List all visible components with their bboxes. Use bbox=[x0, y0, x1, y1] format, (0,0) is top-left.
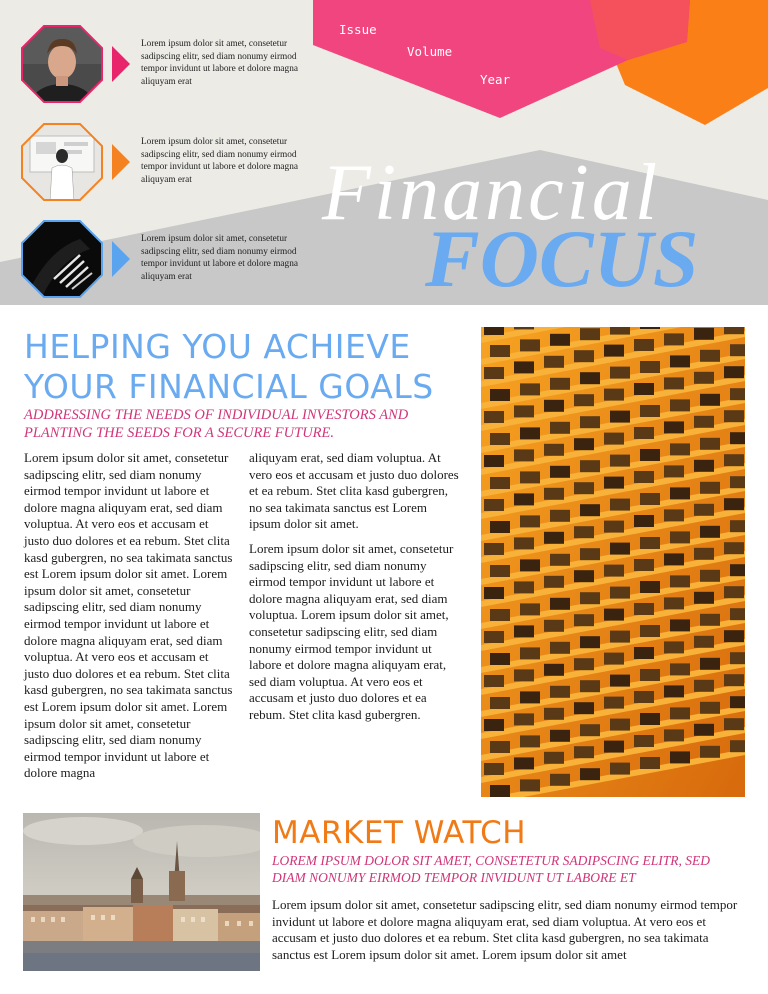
window bbox=[580, 328, 600, 340]
window bbox=[664, 729, 684, 741]
year-label: Year bbox=[480, 72, 511, 87]
window bbox=[580, 416, 600, 428]
feature-paragraph: aliquyam erat, sed diam voluptua. At vero eos et accusam et justo duo dolores et ea rebum. Stet clita kasd gubergren, no sea takimata sanctus est Lorem ipsum dolor sit amet. bbox=[249, 450, 459, 532]
window bbox=[700, 570, 720, 582]
window bbox=[580, 680, 600, 692]
sidebar-item-text: Lorem ipsum dolor sit amet, consetetur sadipscing elitr, sed diam nonumy eirmod tempor invidunt ut labore et dolore magna aliquyam erat bbox=[141, 39, 298, 87]
window bbox=[640, 327, 660, 329]
window bbox=[634, 691, 654, 703]
issue-label: Issue bbox=[339, 22, 377, 37]
window bbox=[604, 741, 624, 753]
window bbox=[490, 609, 510, 621]
window bbox=[520, 427, 540, 439]
window bbox=[634, 383, 654, 395]
window bbox=[610, 719, 630, 731]
feature-column-2 bbox=[249, 450, 459, 732]
window bbox=[610, 631, 630, 643]
window bbox=[544, 488, 564, 500]
window bbox=[724, 498, 744, 510]
window bbox=[634, 647, 654, 659]
window bbox=[580, 548, 600, 560]
window bbox=[604, 565, 624, 577]
window bbox=[490, 345, 510, 357]
window bbox=[700, 438, 720, 450]
window bbox=[730, 652, 745, 664]
window bbox=[664, 465, 684, 477]
window bbox=[664, 553, 684, 565]
window bbox=[484, 455, 504, 467]
portrait-photo bbox=[20, 24, 104, 104]
window bbox=[574, 570, 594, 582]
window bbox=[580, 724, 600, 736]
window bbox=[484, 631, 504, 643]
window bbox=[724, 410, 744, 422]
window bbox=[520, 603, 540, 615]
window bbox=[514, 581, 534, 593]
keyboard-photo bbox=[20, 219, 104, 299]
window bbox=[640, 537, 660, 549]
sidebar-item-text: Lorem ipsum dolor sit amet, consetetur sadipscing elitr, sed diam nonumy eirmod tempor invidunt ut labore et dolore magna aliquyam erat bbox=[141, 137, 298, 185]
window bbox=[610, 327, 630, 335]
building-facade bbox=[481, 327, 745, 797]
window bbox=[544, 444, 564, 456]
window bbox=[484, 367, 504, 379]
window bbox=[490, 697, 510, 709]
window bbox=[574, 658, 594, 670]
window bbox=[514, 405, 534, 417]
window bbox=[544, 532, 564, 544]
window bbox=[730, 476, 745, 488]
window bbox=[730, 388, 745, 400]
feature-column-1 bbox=[24, 450, 234, 790]
window bbox=[730, 740, 745, 752]
window bbox=[490, 521, 510, 533]
feature-subheading: ADDRESSING THE NEEDS OF INDIVIDUAL INVESTORS AND PLANTING THE SEEDS FOR A SECURE FUTURE. bbox=[24, 407, 409, 441]
window bbox=[634, 427, 654, 439]
window bbox=[724, 366, 744, 378]
window bbox=[550, 466, 570, 478]
window bbox=[520, 559, 540, 571]
window bbox=[640, 449, 660, 461]
window bbox=[604, 521, 624, 533]
window bbox=[664, 333, 684, 345]
window bbox=[700, 394, 720, 406]
window bbox=[490, 565, 510, 577]
window bbox=[694, 548, 714, 560]
window bbox=[580, 460, 600, 472]
window bbox=[664, 421, 684, 433]
window bbox=[730, 520, 745, 532]
window bbox=[490, 653, 510, 665]
window bbox=[544, 708, 564, 720]
window bbox=[694, 504, 714, 516]
window bbox=[730, 564, 745, 576]
building-photo bbox=[481, 327, 745, 797]
window bbox=[520, 691, 540, 703]
window bbox=[730, 696, 745, 708]
window bbox=[574, 394, 594, 406]
window bbox=[544, 664, 564, 676]
window bbox=[574, 702, 594, 714]
window bbox=[490, 433, 510, 445]
window bbox=[550, 554, 570, 566]
window bbox=[724, 674, 744, 686]
window bbox=[724, 542, 744, 554]
window bbox=[490, 785, 510, 797]
window bbox=[694, 724, 714, 736]
window bbox=[610, 543, 630, 555]
window bbox=[550, 334, 570, 346]
pointer-arrow-icon bbox=[110, 144, 130, 180]
window bbox=[520, 779, 540, 791]
window bbox=[544, 576, 564, 588]
window bbox=[574, 482, 594, 494]
window bbox=[634, 339, 654, 351]
window bbox=[574, 438, 594, 450]
window bbox=[514, 327, 534, 329]
window bbox=[574, 746, 594, 758]
window bbox=[484, 763, 504, 775]
window bbox=[670, 531, 690, 543]
window bbox=[694, 328, 714, 340]
feature-paragraph: Lorem ipsum dolor sit amet, consetetur sadipscing elitr, sed diam nonumy eirmod tempor invidunt ut labore et dolore magna aliquyam erat, sed diam voluptua. At vero eos et accusam et justo duo dolores et ea rebum. Stet clita kasd gubergren, no sea takimata sanctus est Lorem ipsum dolor sit amet. Lorem ipsum dolor sit amet, consetetur sadipscing elitr, sed diam nonumy eirmod tempor invidunt ut labore et dolore magna aliquyam erat, sed diam voluptua. At vero eos et accusam et justo duo dolores et ea rebum. Stet clita kasd gubergren, no sea takimata sanctus est Lorem ipsum dolor sit amet. Lorem ipsum dolor sit amet, consetetur sadipscing elitr, sed diam nonumy eirmod tempor invidunt ut labore et dolore magna bbox=[24, 450, 233, 781]
window bbox=[670, 443, 690, 455]
window bbox=[514, 625, 534, 637]
window bbox=[670, 575, 690, 587]
city-skyline bbox=[23, 813, 260, 971]
window bbox=[514, 537, 534, 549]
window bbox=[724, 327, 744, 334]
window bbox=[514, 493, 534, 505]
masthead-title-financial: Financial bbox=[322, 149, 661, 237]
window bbox=[724, 586, 744, 598]
window bbox=[514, 713, 534, 725]
window bbox=[490, 741, 510, 753]
window bbox=[700, 526, 720, 538]
window bbox=[574, 526, 594, 538]
window bbox=[694, 592, 714, 604]
window bbox=[610, 367, 630, 379]
window bbox=[634, 559, 654, 571]
window bbox=[700, 746, 720, 758]
pointer-arrow-icon bbox=[110, 46, 130, 82]
window bbox=[550, 642, 570, 654]
masthead-title-focus: FOCUS bbox=[425, 213, 699, 304]
window bbox=[484, 587, 504, 599]
pointer-arrow-icon bbox=[110, 241, 130, 277]
window bbox=[580, 504, 600, 516]
window bbox=[664, 641, 684, 653]
window bbox=[550, 774, 570, 786]
window bbox=[664, 685, 684, 697]
window bbox=[490, 477, 510, 489]
window bbox=[640, 625, 660, 637]
window bbox=[484, 719, 504, 731]
window bbox=[670, 707, 690, 719]
window bbox=[604, 653, 624, 665]
window bbox=[514, 361, 534, 373]
window bbox=[640, 669, 660, 681]
window bbox=[694, 680, 714, 692]
window bbox=[670, 663, 690, 675]
window bbox=[604, 433, 624, 445]
market-watch-subheading: LOREM IPSUM DOLOR SIT AMET, CONSETETUR SADIPSCING ELITR, SED DIAM NONUMY EIRMOD TEMPOR INVIDUNT UT LABORE ET bbox=[272, 853, 710, 885]
window bbox=[550, 730, 570, 742]
window bbox=[514, 449, 534, 461]
window bbox=[724, 454, 744, 466]
window bbox=[700, 350, 720, 362]
window bbox=[550, 510, 570, 522]
window bbox=[604, 477, 624, 489]
window bbox=[730, 608, 745, 620]
feature-heading: HELPING YOU ACHIEVE YOUR FINANCIAL GOALS bbox=[24, 327, 434, 406]
window bbox=[604, 609, 624, 621]
window bbox=[520, 471, 540, 483]
window bbox=[520, 383, 540, 395]
window bbox=[574, 350, 594, 362]
window bbox=[634, 603, 654, 615]
window bbox=[670, 355, 690, 367]
window bbox=[730, 344, 745, 356]
market-watch-body: Lorem ipsum dolor sit amet, consetetur sadipscing elitr, sed diam nonumy eirmod tempor invidunt ut labore et dolore magna aliquyam erat, sed diam voluptua. At vero eos et accusam et justo duo dolores et ea rebum. Stet clita kasd gubergren, no sea takimata sanctus est Lorem ipsum dolor sit amet. Lorem ipsum dolor sit amet bbox=[272, 897, 738, 962]
window bbox=[664, 377, 684, 389]
window bbox=[700, 658, 720, 670]
window bbox=[664, 509, 684, 521]
window bbox=[730, 432, 745, 444]
window bbox=[604, 697, 624, 709]
window bbox=[634, 471, 654, 483]
window bbox=[514, 757, 534, 769]
window bbox=[544, 620, 564, 632]
window bbox=[580, 768, 600, 780]
window bbox=[670, 399, 690, 411]
sidebar-item-1[interactable] bbox=[20, 24, 320, 104]
window bbox=[664, 597, 684, 609]
window bbox=[580, 372, 600, 384]
sidebar-item-2[interactable] bbox=[20, 122, 320, 202]
window bbox=[700, 614, 720, 626]
window bbox=[640, 493, 660, 505]
window bbox=[550, 422, 570, 434]
window bbox=[610, 763, 630, 775]
window bbox=[484, 543, 504, 555]
window bbox=[550, 598, 570, 610]
city-photo bbox=[23, 813, 260, 971]
window bbox=[634, 735, 654, 747]
window bbox=[604, 345, 624, 357]
window bbox=[550, 378, 570, 390]
window bbox=[610, 587, 630, 599]
window bbox=[484, 411, 504, 423]
window bbox=[544, 356, 564, 368]
window bbox=[574, 614, 594, 626]
window bbox=[544, 400, 564, 412]
window bbox=[694, 460, 714, 472]
window bbox=[520, 647, 540, 659]
window bbox=[520, 339, 540, 351]
window bbox=[610, 675, 630, 687]
window bbox=[700, 482, 720, 494]
window bbox=[640, 713, 660, 725]
window bbox=[634, 515, 654, 527]
window bbox=[610, 411, 630, 423]
window bbox=[484, 327, 504, 335]
window bbox=[694, 372, 714, 384]
window bbox=[640, 757, 660, 769]
window bbox=[610, 455, 630, 467]
window bbox=[640, 405, 660, 417]
window bbox=[670, 751, 690, 763]
window bbox=[580, 592, 600, 604]
window bbox=[724, 630, 744, 642]
window bbox=[670, 487, 690, 499]
window bbox=[580, 636, 600, 648]
window bbox=[550, 686, 570, 698]
window bbox=[514, 669, 534, 681]
window bbox=[610, 499, 630, 511]
window bbox=[694, 636, 714, 648]
window bbox=[640, 361, 660, 373]
window bbox=[544, 752, 564, 764]
window bbox=[484, 499, 504, 511]
sidebar-item-text: Lorem ipsum dolor sit amet, consetetur sadipscing elitr, sed diam nonumy eirmod tempor invidunt ut labore et dolore magna aliquyam erat bbox=[141, 234, 298, 282]
window bbox=[724, 718, 744, 730]
sidebar-item-3[interactable] bbox=[20, 219, 320, 299]
window bbox=[520, 735, 540, 747]
window bbox=[484, 675, 504, 687]
volume-label: Volume bbox=[407, 44, 453, 59]
window bbox=[520, 515, 540, 527]
market-watch-heading: MARKET WATCH bbox=[272, 815, 527, 851]
window bbox=[604, 389, 624, 401]
window bbox=[700, 702, 720, 714]
window bbox=[670, 619, 690, 631]
window bbox=[694, 416, 714, 428]
feature-paragraph: Lorem ipsum dolor sit amet, consetetur sadipscing elitr, sed diam nonumy eirmod tempor invidunt ut labore et dolore magna aliquyam erat, sed diam voluptua. Lorem ipsum dolor sit amet, consetetur sadipscing elitr, sed diam nonumy eirmod tempor invidunt ut labore et dolore magna aliquyam erat, sed diam voluptua. At vero eos et accusam et justo duo dolores et ea rebum. Stet clita kasd gubergren. bbox=[249, 540, 454, 722]
masthead bbox=[0, 0, 768, 305]
window bbox=[490, 389, 510, 401]
presentation-photo bbox=[20, 122, 104, 202]
window bbox=[640, 581, 660, 593]
